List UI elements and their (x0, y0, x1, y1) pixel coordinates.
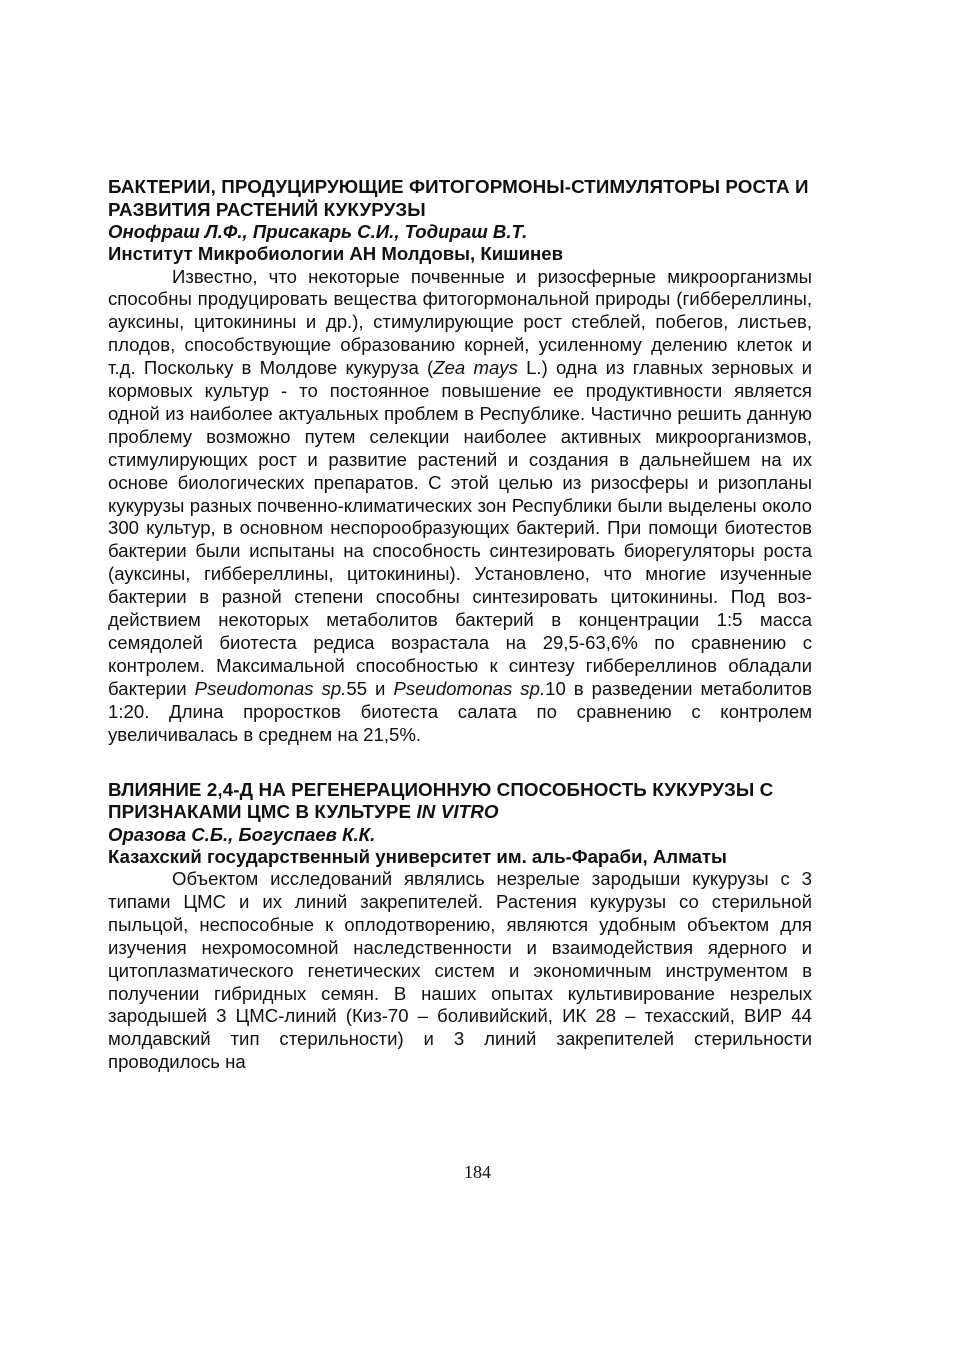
body-text: 55 и (346, 677, 394, 699)
body-text: L.) одна из главных зерновых и кормовых культур - то постоянное повышение ее продуктивности является одной из наиболее актуальных проблем в Республике. Частично решить данную проблему возможно путем селекции наиболее активных микроорганизмов, стимулирующих рост и развитие растений и создания в дальнейшем на их основе биологических препаратов. С этой целью из ризосферы и ризопланы кукурузы разных почвенно-климатических зон Республики были выделены около 300 культур, в основном неспорообразующих бактерий. При помощи биотестов бактерии были испытаны на способность синтезировать биорегуляторы роста (ауксины, гиббереллины, цитокинины). Установлено, что многие изученные бактерии в разной степени способны синтезировать цитокинины. Под воздействием некоторых метаболитов бактерий в концентрации 1:5 масса семядолей биотеста редиса возрастала на 29,5-63,6% по сравнению с контролем. Максимальной способностью к синтезу гиббереллинов обладали бактерии (108, 357, 812, 699)
article-2-institute: Казахский государственный университет им. аль-Фараби, Алматы (108, 845, 727, 867)
article-1-authors: Онофраш Л.Ф., Присакарь С.И., Тодираш В.Т. (108, 221, 528, 242)
article-1-institute: Институт Микробиологии АН Молдовы, Кишинев (108, 243, 564, 264)
latin-name: Pseudomonas sp. (194, 677, 347, 699)
body-text: Известно, что некоторые почвенные и ризосферные микроорганизмы способны продуцировать вещества фитогормональной природы (гиббереллины, ауксины, цитокинины и др.), стимулирующие рост стеблей, побегов, листьев, плодов, способствующие образованию корней, усиленному делению клеток и т.д. Поскольку в Молдове кукуруза ( (108, 265, 812, 379)
latin-name: Zea mays (433, 357, 518, 379)
article-1-body (108, 266, 812, 747)
article-1 (108, 176, 812, 747)
article-2-title (108, 779, 812, 824)
article-2 (108, 779, 812, 1075)
latin-name: Pseudomonas sp. (393, 677, 546, 699)
title-italic: IN VITRO (416, 801, 499, 823)
body-text: 10 в разведении метаболитов 1:20. Длина проростков биотеста салата по сравнению с контролем увеличивалась в среднем на 21,5%. (108, 677, 813, 745)
title-text: ВЛИЯНИЕ 2,4-Д НА РЕГЕНЕРАЦИОННУЮ СПОСОБНОСТЬ КУКУРУЗЫ С ПРИЗНАКАМИ ЦМС В КУЛЬТУРЕ (108, 778, 774, 823)
page-number: 184 (464, 1162, 491, 1182)
article-2-body: Объектом исследований являлись незрелые зародыши кукурузы с 3 типами ЦМС и их линий закрепителей. Растения кукурузы со стерильной пыльцой, неспособные к оплодотворению, являются удобным объектом для изучения нехромосомной наследственности и взаимодействия ядерного и цитоплазматического генетических систем и экономичным инструментом в получении гибридных семян. В наших опытах культивирование незрелых зародышей 3 ЦМС-линий (Киз-70 – боливийский, ИК 28 – техасский, ВИР 44 молдавский тип стерильности) и 3 линий закрепителей стерильности проводилось на (108, 868, 812, 1073)
article-2-authors: Оразова С.Б., Богуспаев К.К. (108, 823, 376, 845)
page-content (108, 176, 812, 1074)
article-1-title: БАКТЕРИИ, ПРОДУЦИРУЮЩИЕ ФИТОГОРМОНЫ-СТИМУЛЯТОРЫ РОСТА И РАЗВИТИЯ РАСТЕНИЙ КУКУРУЗЫ (108, 176, 809, 220)
